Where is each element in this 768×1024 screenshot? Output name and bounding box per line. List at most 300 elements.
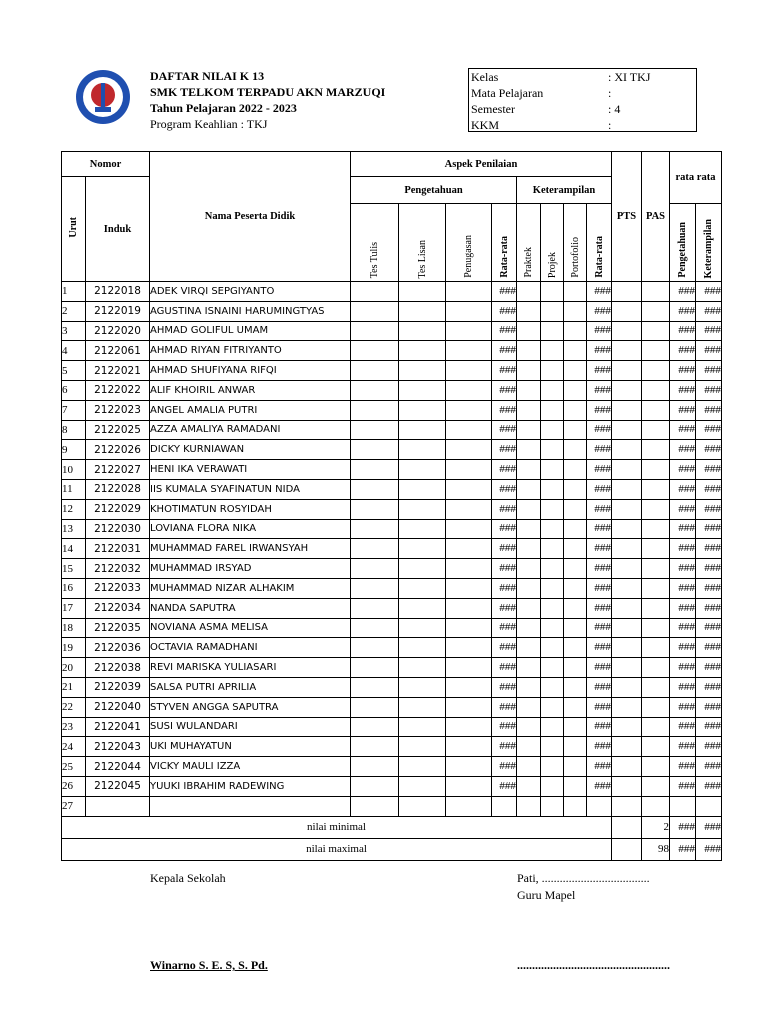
grade-cell bbox=[564, 539, 587, 559]
grade-cell bbox=[564, 618, 587, 638]
hash-cell: ### bbox=[587, 638, 612, 658]
nama-header: Nama Peserta Didik bbox=[150, 152, 351, 282]
table-row bbox=[62, 282, 722, 302]
table-row bbox=[62, 361, 722, 381]
grade-cell bbox=[446, 321, 492, 341]
info-label: KKM bbox=[471, 118, 500, 132]
grade-cell bbox=[612, 361, 642, 381]
grade-cell bbox=[642, 598, 670, 618]
keterampilan-header: Keterampilan bbox=[517, 177, 612, 204]
hash-cell: ### bbox=[492, 677, 517, 697]
sub-header-tes-tulis: Tes Tulis bbox=[369, 241, 380, 278]
doc-title: DAFTAR NILAI K 13 bbox=[150, 69, 265, 83]
grade-cell bbox=[446, 539, 492, 559]
grade-cell bbox=[399, 757, 446, 777]
grade-cell bbox=[446, 361, 492, 381]
grade-cell bbox=[541, 321, 564, 341]
signing-place: Pati, .................................... bbox=[517, 871, 650, 885]
student-id: 2122026 bbox=[86, 440, 150, 460]
grade-cell bbox=[446, 460, 492, 480]
grade-cell bbox=[446, 499, 492, 519]
row-number: 9 bbox=[62, 440, 86, 460]
hash-cell: ### bbox=[587, 598, 612, 618]
grade-cell bbox=[642, 618, 670, 638]
grade-cell bbox=[541, 776, 564, 796]
grade-cell bbox=[642, 559, 670, 579]
grade-cell bbox=[351, 598, 399, 618]
hash-cell: ### bbox=[587, 361, 612, 381]
grade-cell bbox=[541, 757, 564, 777]
hash-cell: ### bbox=[670, 361, 696, 381]
school-logo bbox=[75, 69, 131, 125]
principal-name: Winarno S. E. S, S. Pd. bbox=[150, 958, 268, 972]
grades-table bbox=[61, 151, 722, 861]
grade-cell bbox=[399, 420, 446, 440]
hash-cell: ### bbox=[670, 440, 696, 460]
student-name: AHMAD SHUFIYANA RIFQI bbox=[150, 361, 351, 381]
grade-cell bbox=[541, 638, 564, 658]
student-id: 2122061 bbox=[86, 341, 150, 361]
student-id: 2122036 bbox=[86, 638, 150, 658]
grade-cell bbox=[541, 380, 564, 400]
info-label: Kelas bbox=[471, 70, 499, 84]
hash-cell: ### bbox=[696, 420, 722, 440]
grade-cell bbox=[541, 519, 564, 539]
grade-cell bbox=[517, 420, 541, 440]
hash-cell: ### bbox=[492, 757, 517, 777]
student-id: 2122022 bbox=[86, 380, 150, 400]
hash-cell: ### bbox=[670, 638, 696, 658]
grade-cell bbox=[541, 717, 564, 737]
grade-cell bbox=[399, 440, 446, 460]
grade-cell bbox=[399, 400, 446, 420]
hash-cell: ### bbox=[492, 776, 517, 796]
hash-cell: ### bbox=[587, 658, 612, 678]
student-id bbox=[86, 796, 150, 816]
grade-cell bbox=[642, 519, 670, 539]
info-value: : 4 bbox=[608, 102, 621, 116]
student-name: STYVEN ANGGA SAPUTRA bbox=[150, 697, 351, 717]
grade-cell bbox=[642, 301, 670, 321]
grade-cell bbox=[612, 638, 642, 658]
grade-cell bbox=[541, 697, 564, 717]
table-row bbox=[62, 479, 722, 499]
student-name: HENI IKA VERAWATI bbox=[150, 460, 351, 480]
row-number: 27 bbox=[62, 796, 86, 816]
row-number: 13 bbox=[62, 519, 86, 539]
grade-cell bbox=[564, 737, 587, 757]
table-row bbox=[62, 757, 722, 777]
teacher-name: ................................................... bbox=[517, 958, 670, 972]
hash-cell: ### bbox=[696, 737, 722, 757]
hash-cell: ### bbox=[696, 578, 722, 598]
hash-cell: ### bbox=[696, 519, 722, 539]
hash-cell: ### bbox=[696, 638, 722, 658]
hash-cell: ### bbox=[492, 341, 517, 361]
hash-cell: ### bbox=[492, 400, 517, 420]
grade-cell bbox=[612, 776, 642, 796]
hash-cell: ### bbox=[587, 677, 612, 697]
grade-cell bbox=[351, 420, 399, 440]
grade-cell bbox=[446, 578, 492, 598]
student-id: 2122018 bbox=[86, 282, 150, 302]
student-id: 2122031 bbox=[86, 539, 150, 559]
rr-header-pengetahuan: Pengetahuan bbox=[677, 222, 688, 278]
hash-cell: ### bbox=[670, 618, 696, 638]
grade-cell bbox=[517, 638, 541, 658]
table-row bbox=[62, 638, 722, 658]
grade-cell bbox=[612, 598, 642, 618]
grade-cell bbox=[399, 479, 446, 499]
hash-cell: ### bbox=[587, 559, 612, 579]
grade-cell bbox=[612, 420, 642, 440]
grade-cell bbox=[446, 282, 492, 302]
table-row bbox=[62, 697, 722, 717]
grade-cell bbox=[399, 301, 446, 321]
hash-cell: ### bbox=[587, 282, 612, 302]
grade-cell bbox=[399, 282, 446, 302]
row-number: 18 bbox=[62, 618, 86, 638]
grade-cell bbox=[446, 341, 492, 361]
grade-cell bbox=[351, 737, 399, 757]
grade-cell bbox=[517, 282, 541, 302]
school-name: SMK TELKOM TERPADU AKN MARZUQI bbox=[150, 85, 386, 99]
student-id: 2122032 bbox=[86, 559, 150, 579]
hash-cell: ### bbox=[670, 341, 696, 361]
student-id: 2122021 bbox=[86, 361, 150, 381]
grade-cell bbox=[517, 460, 541, 480]
grade-cell bbox=[351, 776, 399, 796]
grade-cell bbox=[517, 737, 541, 757]
hash-cell: ### bbox=[492, 479, 517, 499]
grade-cell bbox=[541, 618, 564, 638]
grade-cell bbox=[399, 776, 446, 796]
rata-rata-header: rata rata bbox=[670, 152, 722, 204]
student-name: ALIF KHOIRIL ANWAR bbox=[150, 380, 351, 400]
grade-cell bbox=[517, 677, 541, 697]
grade-cell bbox=[517, 796, 541, 816]
hash-cell: ### bbox=[670, 598, 696, 618]
hash-cell: ### bbox=[492, 420, 517, 440]
grade-cell bbox=[564, 499, 587, 519]
grade-cell bbox=[612, 796, 642, 816]
grade-cell bbox=[446, 677, 492, 697]
row-number: 2 bbox=[62, 301, 86, 321]
hash-cell: ### bbox=[587, 400, 612, 420]
grade-cell bbox=[612, 479, 642, 499]
grade-cell bbox=[564, 677, 587, 697]
grade-cell bbox=[541, 677, 564, 697]
hash-cell: ### bbox=[492, 638, 517, 658]
grade-cell bbox=[399, 341, 446, 361]
sub-header-penugasan: Penugasan bbox=[463, 235, 474, 278]
student-name: YUUKI IBRAHIM RADEWING bbox=[150, 776, 351, 796]
sub-header-tes-lisan: Tes Lisan bbox=[416, 239, 428, 278]
student-id: 2122025 bbox=[86, 420, 150, 440]
grade-cell bbox=[446, 400, 492, 420]
student-name: NOVIANA ASMA MELISA bbox=[150, 618, 351, 638]
grade-cell bbox=[612, 321, 642, 341]
grade-cell bbox=[517, 717, 541, 737]
grade-cell bbox=[612, 677, 642, 697]
hash-cell: ### bbox=[670, 658, 696, 678]
grade-cell bbox=[446, 737, 492, 757]
hash-cell: ### bbox=[696, 658, 722, 678]
grade-cell bbox=[351, 559, 399, 579]
grade-cell bbox=[351, 282, 399, 302]
grade-cell bbox=[541, 400, 564, 420]
hash-cell: ### bbox=[670, 282, 696, 302]
grade-cell bbox=[564, 321, 587, 341]
grade-cell bbox=[517, 301, 541, 321]
grade-cell bbox=[612, 499, 642, 519]
student-id: 2122029 bbox=[86, 499, 150, 519]
hash-cell: ### bbox=[696, 776, 722, 796]
grade-cell bbox=[642, 361, 670, 381]
hash-cell: ### bbox=[696, 559, 722, 579]
grade-cell bbox=[399, 796, 446, 816]
hash-cell: ### bbox=[696, 717, 722, 737]
hash-cell: ### bbox=[670, 519, 696, 539]
grade-cell bbox=[612, 757, 642, 777]
hash-cell: ### bbox=[696, 539, 722, 559]
hash-cell: ### bbox=[492, 380, 517, 400]
hash-cell: ### bbox=[587, 479, 612, 499]
hash-cell: ### bbox=[587, 440, 612, 460]
hash-cell: ### bbox=[696, 380, 722, 400]
grade-cell bbox=[612, 697, 642, 717]
principal-title: Kepala Sekolah bbox=[150, 871, 226, 885]
grade-cell bbox=[564, 341, 587, 361]
hash-cell: ### bbox=[492, 618, 517, 638]
grade-cell bbox=[399, 598, 446, 618]
table-row bbox=[62, 400, 722, 420]
hash-cell: ### bbox=[696, 282, 722, 302]
grade-cell bbox=[612, 658, 642, 678]
grade-cell bbox=[564, 796, 587, 816]
school-year: Tahun Pelajaran 2022 - 2023 bbox=[150, 101, 297, 115]
rr-header-keterampilan: Keterampilan bbox=[703, 218, 714, 278]
student-name: MUHAMMAD NIZAR ALHAKIM bbox=[150, 578, 351, 598]
grade-cell bbox=[696, 796, 722, 816]
grade-cell bbox=[564, 757, 587, 777]
grade-cell bbox=[351, 677, 399, 697]
grade-cell bbox=[564, 638, 587, 658]
grade-cell bbox=[564, 717, 587, 737]
hash-cell: ### bbox=[696, 321, 722, 341]
sub-header-projek: Projek bbox=[546, 251, 558, 278]
grade-cell bbox=[642, 440, 670, 460]
hash-cell: ### bbox=[492, 361, 517, 381]
grade-cell bbox=[564, 440, 587, 460]
student-id: 2122043 bbox=[86, 737, 150, 757]
row-number: 3 bbox=[62, 321, 86, 341]
hash-cell: ### bbox=[587, 717, 612, 737]
pas-header: PAS bbox=[642, 152, 670, 282]
hash-cell: ### bbox=[492, 282, 517, 302]
grade-cell bbox=[351, 301, 399, 321]
grade-cell bbox=[399, 380, 446, 400]
hash-cell: ### bbox=[670, 816, 696, 838]
hash-cell: ### bbox=[670, 400, 696, 420]
hash-cell: ### bbox=[492, 658, 517, 678]
hash-cell: ### bbox=[587, 380, 612, 400]
row-number: 23 bbox=[62, 717, 86, 737]
hash-cell: ### bbox=[696, 499, 722, 519]
hash-cell: ### bbox=[492, 539, 517, 559]
hash-cell: ### bbox=[696, 838, 722, 860]
hash-cell: ### bbox=[587, 776, 612, 796]
grade-cell bbox=[351, 618, 399, 638]
grade-cell bbox=[446, 638, 492, 658]
info-value: : bbox=[608, 86, 612, 100]
grade-cell bbox=[351, 658, 399, 678]
row-number: 20 bbox=[62, 658, 86, 678]
grade-cell bbox=[517, 658, 541, 678]
grade-cell bbox=[351, 519, 399, 539]
grade-cell bbox=[642, 420, 670, 440]
student-id: 2122035 bbox=[86, 618, 150, 638]
student-name: SALSA PUTRI APRILIA bbox=[150, 677, 351, 697]
grade-cell bbox=[612, 400, 642, 420]
hash-cell: ### bbox=[696, 598, 722, 618]
student-name: AZZA AMALIYA RAMADANI bbox=[150, 420, 351, 440]
grade-cell bbox=[399, 677, 446, 697]
hash-cell: ### bbox=[670, 301, 696, 321]
student-id: 2122038 bbox=[86, 658, 150, 678]
grade-cell bbox=[541, 301, 564, 321]
student-id: 2122041 bbox=[86, 717, 150, 737]
hash-cell: ### bbox=[696, 697, 722, 717]
table-row bbox=[62, 677, 722, 697]
table-row bbox=[62, 737, 722, 757]
row-number: 21 bbox=[62, 677, 86, 697]
grade-cell bbox=[642, 697, 670, 717]
hash-cell: ### bbox=[492, 598, 517, 618]
grade-cell bbox=[351, 499, 399, 519]
table-row bbox=[62, 440, 722, 460]
student-name: IIS KUMALA SYAFINATUN NIDA bbox=[150, 479, 351, 499]
grade-cell bbox=[670, 796, 696, 816]
grade-cell bbox=[399, 460, 446, 480]
grade-cell bbox=[612, 737, 642, 757]
hash-cell: ### bbox=[670, 380, 696, 400]
hash-cell: ### bbox=[696, 460, 722, 480]
grade-cell bbox=[517, 776, 541, 796]
grade-cell bbox=[351, 400, 399, 420]
hash-cell: ### bbox=[587, 321, 612, 341]
grade-cell bbox=[564, 420, 587, 440]
document-header bbox=[150, 68, 385, 132]
induk-header: Induk bbox=[86, 177, 150, 282]
student-id: 2122023 bbox=[86, 400, 150, 420]
hash-cell: ### bbox=[492, 460, 517, 480]
table-row bbox=[62, 499, 722, 519]
grade-cell bbox=[399, 697, 446, 717]
table-row bbox=[62, 559, 722, 579]
grade-cell bbox=[612, 301, 642, 321]
student-name: NANDA SAPUTRA bbox=[150, 598, 351, 618]
grade-cell bbox=[492, 796, 517, 816]
grade-cell bbox=[642, 677, 670, 697]
table-row bbox=[62, 578, 722, 598]
grade-cell bbox=[541, 539, 564, 559]
grade-cell bbox=[541, 460, 564, 480]
footer-label: nilai minimal bbox=[62, 816, 612, 838]
student-name: KHOTIMATUN ROSYIDAH bbox=[150, 499, 351, 519]
student-name: AHMAD RIYAN FITRIYANTO bbox=[150, 341, 351, 361]
grade-cell bbox=[446, 380, 492, 400]
sub-header-rata-rata: Rata-rata bbox=[498, 236, 510, 278]
table-row bbox=[62, 519, 722, 539]
grade-cell bbox=[446, 519, 492, 539]
grade-cell bbox=[564, 460, 587, 480]
student-name: DICKY KURNIAWAN bbox=[150, 440, 351, 460]
grade-cell bbox=[541, 658, 564, 678]
table-row bbox=[62, 598, 722, 618]
grade-cell bbox=[564, 658, 587, 678]
grade-cell bbox=[642, 400, 670, 420]
grade-cell bbox=[642, 796, 670, 816]
grade-cell bbox=[642, 717, 670, 737]
info-label: Mata Pelajaran bbox=[471, 86, 544, 100]
grade-cell bbox=[446, 796, 492, 816]
hash-cell: ### bbox=[696, 757, 722, 777]
grade-cell bbox=[399, 519, 446, 539]
grade-cell bbox=[517, 479, 541, 499]
student-id: 2122034 bbox=[86, 598, 150, 618]
grade-cell bbox=[612, 460, 642, 480]
student-id: 2122045 bbox=[86, 776, 150, 796]
hash-cell: ### bbox=[696, 677, 722, 697]
grade-cell bbox=[517, 539, 541, 559]
hash-cell: ### bbox=[696, 400, 722, 420]
hash-cell: ### bbox=[670, 776, 696, 796]
grade-cell bbox=[541, 440, 564, 460]
pengetahuan-header: Pengetahuan bbox=[351, 177, 517, 204]
hash-cell: ### bbox=[587, 519, 612, 539]
grade-cell bbox=[399, 578, 446, 598]
pts-header: PTS bbox=[612, 152, 642, 282]
hash-cell: ### bbox=[587, 499, 612, 519]
grade-cell bbox=[446, 598, 492, 618]
hash-cell: ### bbox=[587, 420, 612, 440]
grade-cell bbox=[446, 618, 492, 638]
row-number: 17 bbox=[62, 598, 86, 618]
hash-cell: ### bbox=[492, 499, 517, 519]
grade-cell bbox=[517, 598, 541, 618]
table-row bbox=[62, 341, 722, 361]
hash-cell: ### bbox=[670, 717, 696, 737]
hash-cell: ### bbox=[670, 578, 696, 598]
grade-cell bbox=[351, 361, 399, 381]
grade-cell bbox=[351, 578, 399, 598]
grade-cell bbox=[642, 776, 670, 796]
hash-cell: ### bbox=[587, 757, 612, 777]
hash-cell: ### bbox=[587, 697, 612, 717]
sub-header-portofolio: Portofolio bbox=[569, 237, 581, 278]
nomor-header: Nomor bbox=[62, 152, 150, 177]
hash-cell: ### bbox=[492, 440, 517, 460]
hash-cell: ### bbox=[587, 460, 612, 480]
grade-cell bbox=[541, 341, 564, 361]
grade-cell bbox=[564, 697, 587, 717]
hash-cell: ### bbox=[492, 321, 517, 341]
grade-cell bbox=[612, 618, 642, 638]
hash-cell: ### bbox=[492, 717, 517, 737]
row-number: 1 bbox=[62, 282, 86, 302]
student-name: LOVIANA FLORA NIKA bbox=[150, 519, 351, 539]
